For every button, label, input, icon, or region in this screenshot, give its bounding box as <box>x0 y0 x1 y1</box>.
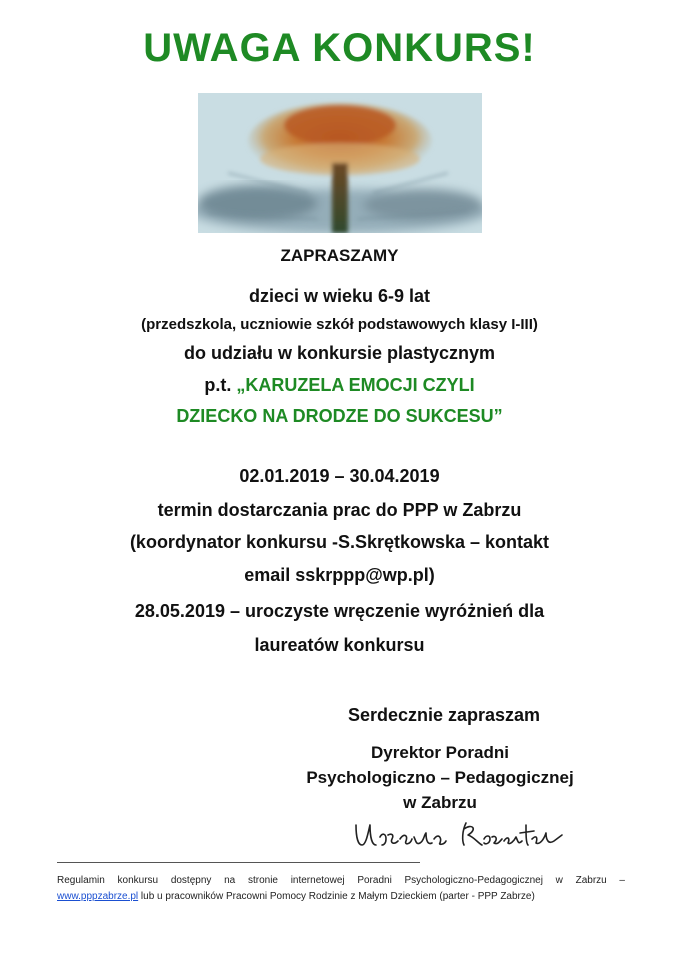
director-title-line-2: Psychologiczno – Pedagogicznej <box>306 768 574 787</box>
contest-text: do udziału w konkursie plastycznym <box>183 343 496 363</box>
school-levels-text: (przedszkola, uczniowie szkół podstawowych klasy I-III) <box>141 316 538 333</box>
deadline-text: termin dostarczania prac do PPP w Zabrzu <box>157 500 522 520</box>
contest-theme-line-1 <box>0 375 679 396</box>
greeting: Serdecznie zapraszam <box>347 705 541 725</box>
award-ceremony-line-1: 28.05.2019 – uroczyste wręczenie wyróżnień dla <box>134 601 545 621</box>
director-title-line-1: Dyrektor Poradni <box>371 743 509 762</box>
carousel-photo <box>198 93 482 233</box>
footnote-line-1: Regulamin konkursu dostępny na stronie internetowej Poradni Psychologiczno-Pedagogicznej w Zabrzu – <box>57 875 625 886</box>
age-group-text: dzieci w wieku 6-9 lat <box>248 286 431 306</box>
invite-heading: ZAPRASZAMY <box>280 246 399 265</box>
coordinator-text: (koordynator konkursu -S.Skrętkowska – kontakt <box>129 532 550 552</box>
theme-prefix: p.t. <box>204 375 237 395</box>
theme-title-part-1: „KARUZELA EMOCJI CZYLI <box>236 375 475 395</box>
footnote-line-2 <box>57 890 625 904</box>
footnote-divider <box>57 862 420 863</box>
poster-title: UWAGA KONKURS! <box>143 26 536 70</box>
footnote-line-2-text: lub u pracowników Pracowni Pomocy Rodzinie z Małym Dzieckiem (parter - PPP Zabrze) <box>138 891 535 902</box>
contest-theme-line-2: DZIECKO NA DRODZE DO SUKCESU” <box>176 406 503 426</box>
handwritten-signature <box>350 815 565 855</box>
carousel-image-graphic <box>198 93 482 233</box>
website-link[interactable]: www.pppzabrze.pl <box>57 891 139 902</box>
contest-dates: 02.01.2019 – 30.04.2019 <box>239 466 440 486</box>
director-title-line-3: w Zabrzu <box>403 793 477 812</box>
award-ceremony-line-2: laureatów konkursu <box>254 635 425 655</box>
contact-email: email sskrppp@wp.pl) <box>244 565 435 585</box>
